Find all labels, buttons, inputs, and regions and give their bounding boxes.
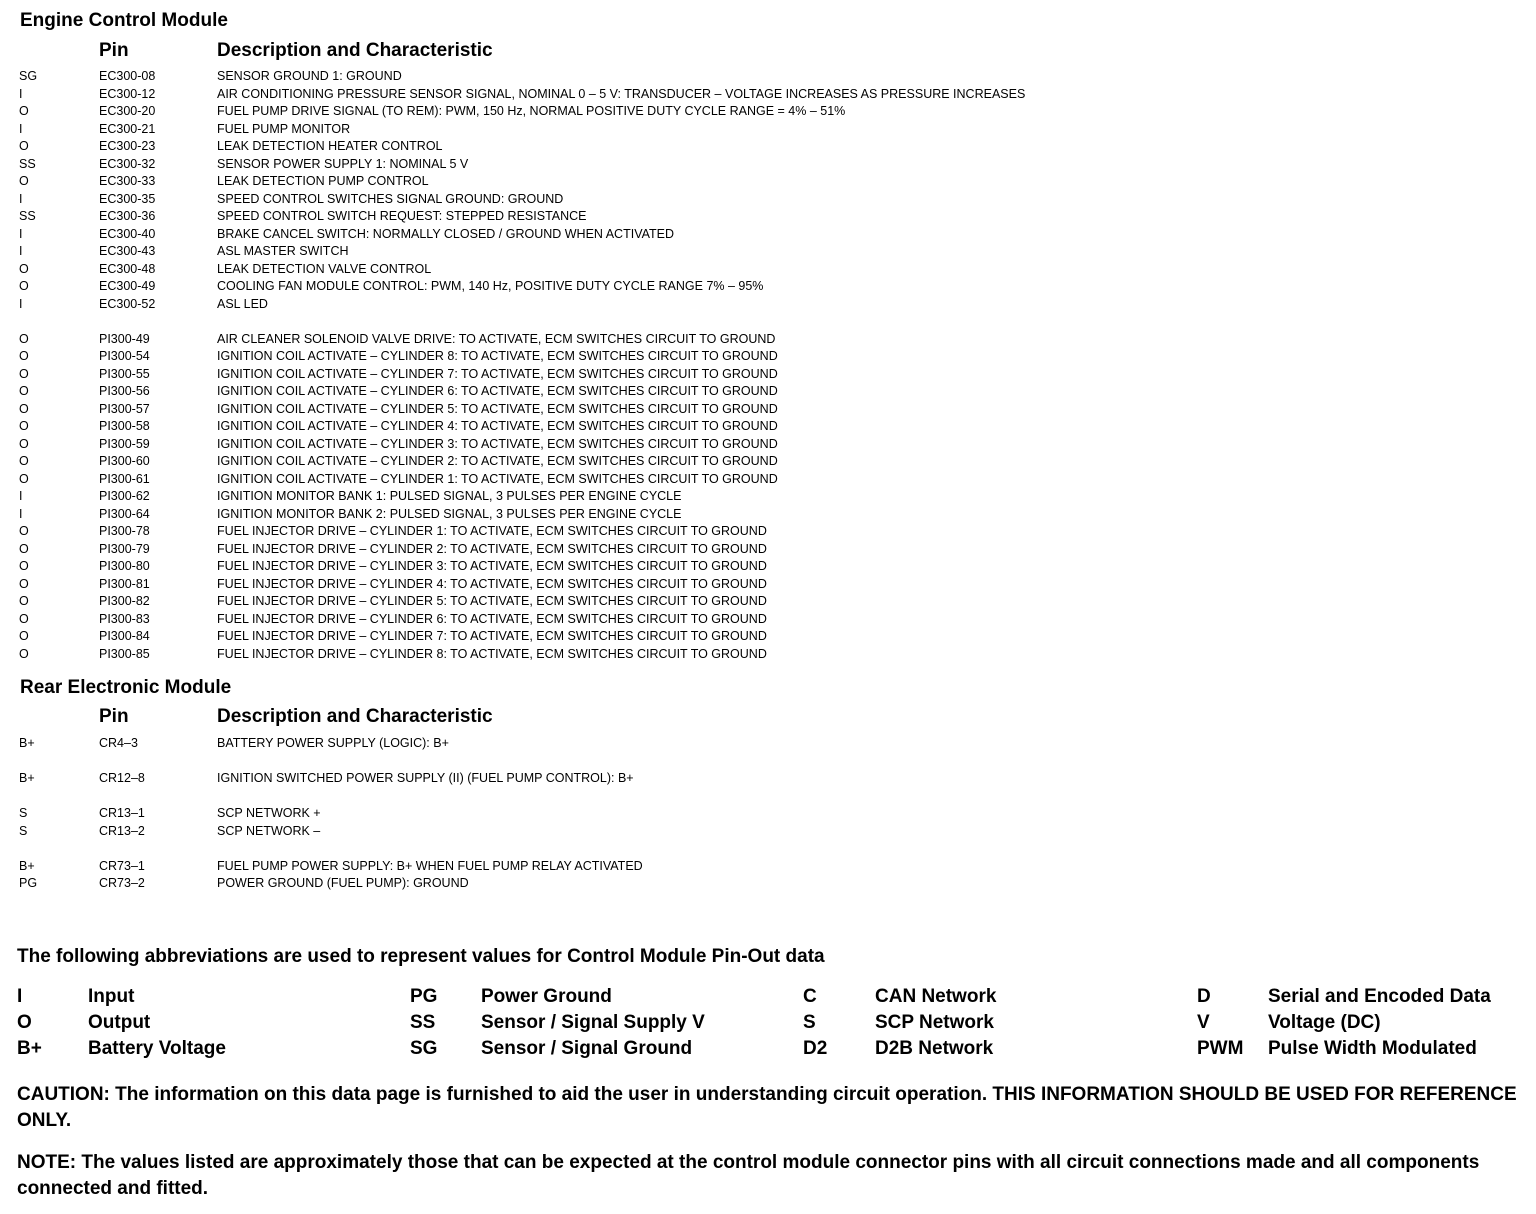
pin-row bbox=[0, 471, 1536, 488]
pin-type: I bbox=[19, 244, 23, 258]
pin-row bbox=[0, 523, 1536, 540]
pin-row bbox=[0, 208, 1536, 225]
pin-description: LEAK DETECTION PUMP CONTROL bbox=[217, 174, 429, 188]
pin-description: POWER GROUND (FUEL PUMP): GROUND bbox=[217, 876, 469, 890]
pin-type: B+ bbox=[19, 736, 35, 750]
pin-id: PI300-54 bbox=[99, 349, 150, 363]
pin-id: EC300-12 bbox=[99, 86, 156, 101]
pin-id: PI300-80 bbox=[99, 559, 150, 573]
pin-row bbox=[0, 875, 1536, 892]
pin-description: IGNITION COIL ACTIVATE – CYLINDER 7: TO ACTIVATE, ECM SWITCHES CIRCUIT TO GROUND bbox=[217, 366, 778, 381]
pin-description: FUEL PUMP POWER SUPPLY: B+ WHEN FUEL PUMP RELAY ACTIVATED bbox=[217, 858, 643, 873]
pin-type: O bbox=[19, 384, 29, 398]
pin-row bbox=[0, 103, 1536, 120]
pin-id: EC300-49 bbox=[99, 279, 156, 293]
rem-title: Rear Electronic Module bbox=[20, 677, 232, 698]
pin-type: O bbox=[19, 646, 29, 661]
pin-type: SG bbox=[19, 69, 38, 83]
pin-id: CR13–2 bbox=[99, 823, 145, 838]
abbreviation-code: PG bbox=[410, 986, 438, 1007]
pin-row bbox=[0, 243, 1536, 260]
pin-type: I bbox=[19, 86, 23, 101]
pin-id: PI300-56 bbox=[99, 384, 150, 398]
abbreviation-code: SG bbox=[410, 1038, 438, 1059]
pin-type: SS bbox=[19, 209, 36, 223]
pin-description: IGNITION COIL ACTIVATE – CYLINDER 8: TO ACTIVATE, ECM SWITCHES CIRCUIT TO GROUND bbox=[217, 349, 778, 363]
pin-type: I bbox=[19, 489, 23, 503]
pin-description: SCP NETWORK – bbox=[217, 823, 321, 838]
abbreviation-meaning: Input bbox=[88, 986, 135, 1007]
pin-description: FUEL INJECTOR DRIVE – CYLINDER 2: TO ACTIVATE, ECM SWITCHES CIRCUIT TO GROUND bbox=[217, 541, 767, 556]
pin-id: PI300-79 bbox=[99, 541, 150, 556]
pin-type: O bbox=[19, 559, 29, 573]
pin-row bbox=[0, 173, 1536, 190]
pin-description: SENSOR GROUND 1: GROUND bbox=[217, 69, 402, 83]
pin-description: FUEL PUMP MONITOR bbox=[217, 121, 351, 136]
pin-description: ASL MASTER SWITCH bbox=[217, 244, 349, 258]
pin-row bbox=[0, 753, 1536, 770]
pin-type: O bbox=[19, 139, 29, 153]
pin-row bbox=[0, 628, 1536, 645]
pin-description: IGNITION COIL ACTIVATE – CYLINDER 4: TO ACTIVATE, ECM SWITCHES CIRCUIT TO GROUND bbox=[217, 419, 778, 433]
pin-description: ASL LED bbox=[217, 296, 268, 311]
pin-row bbox=[0, 156, 1536, 173]
pin-row bbox=[0, 348, 1536, 365]
pin-row bbox=[0, 191, 1536, 208]
abbreviation-meaning: Serial and Encoded Data bbox=[1268, 986, 1491, 1007]
pin-row bbox=[0, 436, 1536, 453]
pin-type: I bbox=[19, 121, 23, 136]
pin-row bbox=[0, 138, 1536, 155]
pin-description: IGNITION SWITCHED POWER SUPPLY (II) (FUEL PUMP CONTROL): B+ bbox=[217, 771, 634, 785]
abbreviation-meaning: D2B Network bbox=[875, 1038, 994, 1059]
pin-description: FUEL INJECTOR DRIVE – CYLINDER 4: TO ACTIVATE, ECM SWITCHES CIRCUIT TO GROUND bbox=[217, 576, 767, 591]
pin-id: PI300-60 bbox=[99, 454, 150, 468]
pin-id: EC300-33 bbox=[99, 174, 156, 188]
pin-id: EC300-21 bbox=[99, 121, 156, 136]
pin-type: O bbox=[19, 174, 29, 188]
pin-description: SENSOR POWER SUPPLY 1: NOMINAL 5 V bbox=[217, 156, 469, 171]
pin-type: O bbox=[19, 594, 29, 608]
pin-id: CR73–2 bbox=[99, 876, 145, 890]
pin-type: O bbox=[19, 576, 29, 591]
pin-type: O bbox=[19, 279, 29, 293]
pin-id: PI300-83 bbox=[99, 611, 150, 626]
pin-type: I bbox=[19, 506, 23, 521]
pin-id: PI300-64 bbox=[99, 506, 150, 521]
pin-id: EC300-20 bbox=[99, 104, 156, 118]
pin-type: B+ bbox=[19, 858, 35, 873]
pin-id: PI300-61 bbox=[99, 471, 150, 486]
pin-type: SS bbox=[19, 156, 36, 171]
pin-row bbox=[0, 331, 1536, 348]
pin-row bbox=[0, 735, 1536, 752]
pin-row bbox=[0, 418, 1536, 435]
pin-type: O bbox=[19, 454, 29, 468]
pin-type: O bbox=[19, 401, 29, 416]
pin-row bbox=[0, 858, 1536, 875]
pin-description: FUEL INJECTOR DRIVE – CYLINDER 1: TO ACTIVATE, ECM SWITCHES CIRCUIT TO GROUND bbox=[217, 524, 767, 538]
pin-description: FUEL INJECTOR DRIVE – CYLINDER 3: TO ACTIVATE, ECM SWITCHES CIRCUIT TO GROUND bbox=[217, 559, 767, 573]
pin-description: BATTERY POWER SUPPLY (LOGIC): B+ bbox=[217, 736, 449, 750]
pin-description: IGNITION COIL ACTIVATE – CYLINDER 2: TO ACTIVATE, ECM SWITCHES CIRCUIT TO GROUND bbox=[217, 454, 778, 468]
pin-type: I bbox=[19, 191, 23, 206]
pin-id: EC300-43 bbox=[99, 244, 156, 258]
pin-id: PI300-81 bbox=[99, 576, 150, 591]
abbreviation-code: PWM bbox=[1197, 1038, 1244, 1059]
rem-desc-header: Description and Characteristic bbox=[217, 706, 493, 727]
ecm-title: Engine Control Module bbox=[20, 10, 228, 31]
abbreviation-meaning: Sensor / Signal Ground bbox=[481, 1038, 693, 1059]
pin-description: SPEED CONTROL SWITCH REQUEST: STEPPED RESISTANCE bbox=[217, 209, 587, 223]
pin-row bbox=[0, 296, 1536, 313]
pin-id: PI300-62 bbox=[99, 489, 150, 503]
pin-id: PI300-58 bbox=[99, 419, 150, 433]
pin-row bbox=[0, 226, 1536, 243]
abbreviation-meaning: Output bbox=[88, 1012, 151, 1033]
pin-description: SCP NETWORK + bbox=[217, 806, 321, 820]
pin-id: PI300-84 bbox=[99, 629, 150, 643]
pin-id: PI300-82 bbox=[99, 594, 150, 608]
pin-row bbox=[0, 593, 1536, 610]
pin-description: SPEED CONTROL SWITCHES SIGNAL GROUND: GROUND bbox=[217, 191, 564, 206]
pin-row bbox=[0, 261, 1536, 278]
pin-type: O bbox=[19, 331, 29, 346]
pin-type: O bbox=[19, 436, 29, 451]
pin-type: O bbox=[19, 471, 29, 486]
pin-id: CR13–1 bbox=[99, 806, 145, 820]
abbreviation-meaning: CAN Network bbox=[875, 986, 997, 1007]
pin-description: IGNITION COIL ACTIVATE – CYLINDER 1: TO ACTIVATE, ECM SWITCHES CIRCUIT TO GROUND bbox=[217, 471, 778, 486]
pin-id: PI300-49 bbox=[99, 331, 150, 346]
pin-id: CR4–3 bbox=[99, 736, 138, 750]
pin-id: PI300-57 bbox=[99, 401, 150, 416]
abbreviation-code: I bbox=[17, 986, 23, 1007]
pin-description: IGNITION COIL ACTIVATE – CYLINDER 3: TO ACTIVATE, ECM SWITCHES CIRCUIT TO GROUND bbox=[217, 436, 778, 451]
pin-description: IGNITION MONITOR BANK 2: PULSED SIGNAL, 3 PULSES PER ENGINE CYCLE bbox=[217, 506, 682, 521]
pin-id: EC300-32 bbox=[99, 156, 156, 171]
pin-type: O bbox=[19, 524, 29, 538]
pin-row bbox=[0, 313, 1536, 330]
abbreviation-meaning: Sensor / Signal Supply V bbox=[481, 1012, 705, 1033]
pin-type: O bbox=[19, 366, 29, 381]
pin-description: IGNITION MONITOR BANK 1: PULSED SIGNAL, 3 PULSES PER ENGINE CYCLE bbox=[217, 489, 682, 503]
pin-description: AIR CLEANER SOLENOID VALVE DRIVE: TO ACTIVATE, ECM SWITCHES CIRCUIT TO GROUND bbox=[217, 331, 776, 346]
pin-row bbox=[0, 788, 1536, 805]
note-text: NOTE: The values listed are approximately those that can be expected at the control module connector pins with all circuit connections made and all components connected and fitted. bbox=[17, 1152, 1480, 1199]
pin-row bbox=[0, 823, 1536, 840]
pin-description: FUEL INJECTOR DRIVE – CYLINDER 5: TO ACTIVATE, ECM SWITCHES CIRCUIT TO GROUND bbox=[217, 594, 767, 608]
pin-row bbox=[0, 121, 1536, 138]
pin-row bbox=[0, 488, 1536, 505]
pin-id: CR73–1 bbox=[99, 858, 145, 873]
abbreviation-meaning: Pulse Width Modulated bbox=[1268, 1038, 1477, 1059]
abbreviation-code: SS bbox=[410, 1012, 436, 1033]
pin-row bbox=[0, 366, 1536, 383]
ecm-desc-header: Description and Characteristic bbox=[217, 40, 493, 61]
abbreviation-code: S bbox=[803, 1012, 816, 1033]
pin-row bbox=[0, 86, 1536, 103]
abbreviation-meaning: Battery Voltage bbox=[88, 1038, 226, 1059]
abbreviation-meaning: Power Ground bbox=[481, 986, 612, 1007]
pin-id: EC300-35 bbox=[99, 191, 156, 206]
pin-description: FUEL INJECTOR DRIVE – CYLINDER 8: TO ACTIVATE, ECM SWITCHES CIRCUIT TO GROUND bbox=[217, 646, 767, 661]
pin-type: O bbox=[19, 261, 29, 276]
pin-type: S bbox=[19, 823, 28, 838]
pin-row bbox=[0, 805, 1536, 822]
pin-type: O bbox=[19, 419, 29, 433]
pin-description: IGNITION COIL ACTIVATE – CYLINDER 5: TO ACTIVATE, ECM SWITCHES CIRCUIT TO GROUND bbox=[217, 401, 778, 416]
rem-pin-header: Pin bbox=[99, 706, 129, 727]
pin-row bbox=[0, 646, 1536, 663]
pin-id: EC300-23 bbox=[99, 139, 156, 153]
pin-type: O bbox=[19, 629, 29, 643]
pin-type: O bbox=[19, 104, 29, 118]
pin-id: PI300-59 bbox=[99, 436, 150, 451]
pin-row bbox=[0, 558, 1536, 575]
abbreviation-meaning: SCP Network bbox=[875, 1012, 994, 1033]
pin-row bbox=[0, 401, 1536, 418]
pin-id: CR12–8 bbox=[99, 771, 145, 785]
pin-id: PI300-85 bbox=[99, 646, 150, 661]
abbreviation-code: V bbox=[1197, 1012, 1210, 1033]
pin-description: FUEL INJECTOR DRIVE – CYLINDER 7: TO ACTIVATE, ECM SWITCHES CIRCUIT TO GROUND bbox=[217, 629, 767, 643]
pin-id: EC300-40 bbox=[99, 226, 156, 241]
pin-type: I bbox=[19, 296, 23, 311]
pin-type: O bbox=[19, 541, 29, 556]
pin-row bbox=[0, 770, 1536, 787]
pin-row bbox=[0, 453, 1536, 470]
pin-id: EC300-08 bbox=[99, 69, 156, 83]
pin-row bbox=[0, 383, 1536, 400]
abbreviation-code: D bbox=[1197, 986, 1211, 1007]
pin-row bbox=[0, 541, 1536, 558]
pin-type: B+ bbox=[19, 771, 35, 785]
abbreviation-code: D2 bbox=[803, 1038, 828, 1059]
pin-row bbox=[0, 576, 1536, 593]
pin-row bbox=[0, 840, 1536, 857]
pin-type: O bbox=[19, 349, 29, 363]
abbreviation-code: C bbox=[803, 986, 817, 1007]
pin-id: EC300-48 bbox=[99, 261, 156, 276]
pin-row bbox=[0, 68, 1536, 85]
pin-id: PI300-55 bbox=[99, 366, 150, 381]
pin-description: AIR CONDITIONING PRESSURE SENSOR SIGNAL, NOMINAL 0 – 5 V: TRANSDUCER – VOLTAGE INCREASES AS PRESSURE INCREASES bbox=[217, 86, 1026, 101]
abbreviation-meaning: Voltage (DC) bbox=[1268, 1012, 1381, 1033]
pin-description: LEAK DETECTION HEATER CONTROL bbox=[217, 139, 443, 153]
pin-row bbox=[0, 611, 1536, 628]
caution-text: CAUTION: The information on this data page is furnished to aid the user in understanding circuit operation. THIS INFORMATION SHOULD BE USED FOR REFERENCE ONLY. bbox=[17, 1084, 1517, 1131]
pin-type: I bbox=[19, 226, 23, 241]
ecm-pin-header: Pin bbox=[99, 40, 129, 61]
pin-id: EC300-36 bbox=[99, 209, 156, 223]
abbreviations-heading: The following abbreviations are used to represent values for Control Module Pin-Out data bbox=[17, 946, 825, 967]
pin-description: LEAK DETECTION VALVE CONTROL bbox=[217, 261, 432, 276]
pin-description: IGNITION COIL ACTIVATE – CYLINDER 6: TO ACTIVATE, ECM SWITCHES CIRCUIT TO GROUND bbox=[217, 384, 778, 398]
pin-type: S bbox=[19, 806, 28, 820]
pin-id: EC300-52 bbox=[99, 296, 156, 311]
pin-id: PI300-78 bbox=[99, 524, 150, 538]
pin-row bbox=[0, 506, 1536, 523]
abbreviation-code: O bbox=[17, 1012, 32, 1033]
pin-description: COOLING FAN MODULE CONTROL: PWM, 140 Hz, POSITIVE DUTY CYCLE RANGE 7% – 95% bbox=[217, 279, 764, 293]
pin-description: FUEL INJECTOR DRIVE – CYLINDER 6: TO ACTIVATE, ECM SWITCHES CIRCUIT TO GROUND bbox=[217, 611, 767, 626]
abbreviation-code: B+ bbox=[17, 1038, 42, 1059]
pin-description: FUEL PUMP DRIVE SIGNAL (TO REM): PWM, 150 Hz, NORMAL POSITIVE DUTY CYCLE RANGE = 4% – 51% bbox=[217, 104, 846, 118]
pin-type: PG bbox=[19, 876, 38, 890]
pin-type: O bbox=[19, 611, 29, 626]
pin-row bbox=[0, 278, 1536, 295]
pin-description: BRAKE CANCEL SWITCH: NORMALLY CLOSED / GROUND WHEN ACTIVATED bbox=[217, 226, 675, 241]
